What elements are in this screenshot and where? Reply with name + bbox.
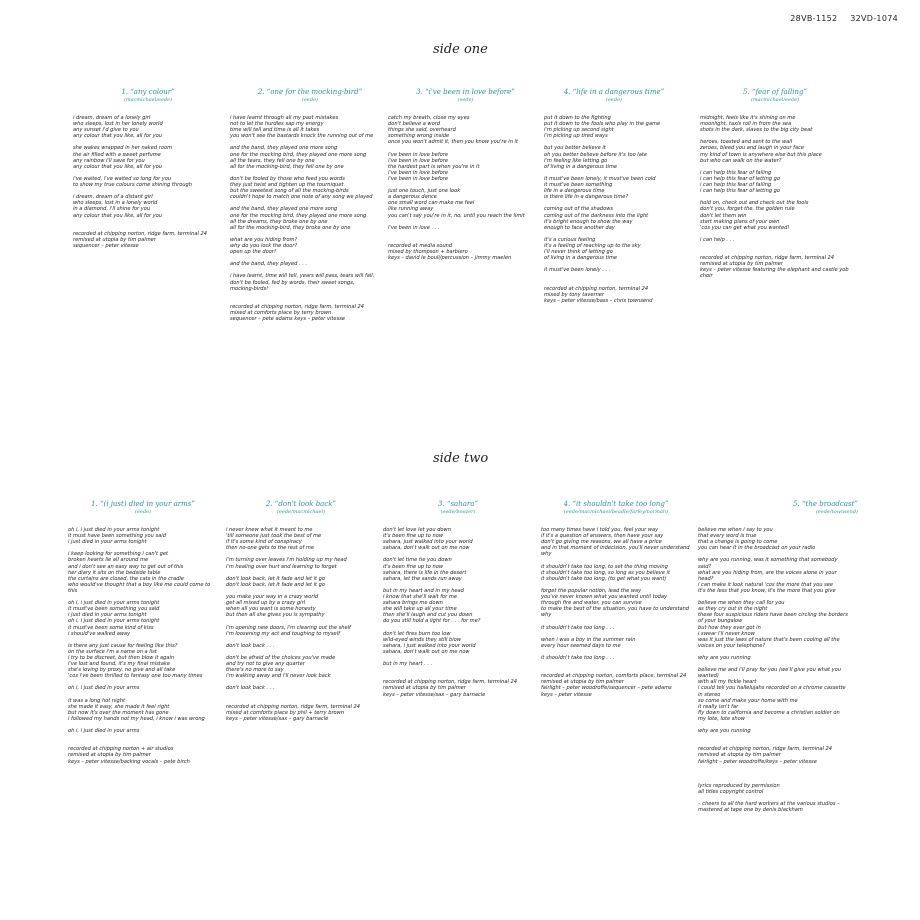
side-two-title: side two bbox=[433, 451, 489, 466]
song-side2-3 bbox=[383, 500, 533, 698]
song-credit: (eede/macmichael) bbox=[276, 509, 326, 515]
catalog-number-1: 28VB-1152 bbox=[790, 14, 838, 23]
side-one-title: side one bbox=[433, 42, 488, 57]
song-title: 1. “(i just) died in your arms” bbox=[91, 500, 195, 508]
song-credit: (macmichael/eede) bbox=[750, 97, 800, 103]
song-lyrics: i dream, dream of a lonely girl who sleeps, lost in her lonely world any sunset i'd give to you any colour that you like, all for you she wakes wrapped in her naked room the air filled with a sweet perfume any rainbow i'll save for you any colour that you like, all for you i've waited, i've waited so long for you to show my true colours come shining through i dream, dream of a distant girl who sleeps, lost in a lonely world in a diamond, i'll shine for you any colour that you like, all for you recorded at chipping norton, ridge farm, terminal 24 remixed at utopia by tim palmer sequencer – peter vitesse bbox=[73, 115, 208, 249]
song-credit: (eede/townsend) bbox=[815, 509, 858, 515]
song-credit: (eede) bbox=[606, 97, 622, 103]
song-side1-2 bbox=[230, 88, 390, 322]
song-lyrics: i have learnt through all my past mistakes not to let the hurdles sap my energy time will tell and time is all it takes you won't see the bastards knock the running out of me and the band, they played one more song one for the mocking bird, they played one more song all the tears, they fell one by one all for the mocking-bird, they fell one by one don't be fooled by those who feed you words they just twist and tighten up the tourniquet but the sweetest song of all the mocking-birds couldn't hope to match one note of any song we played and the band, they played one more song one for the mocking bird, they played one more song all the dreams, they broke one by one all for the mocking-bird, they broke one by one what are you hiding from? why do you lock the door? open up the door! and the band, they played . . . i have learnt, time will tell, years will pass, tears will fall, don't be fooled, fed by words, their sweet songs, mocking-birds! recorded at chipping norton, ridge farm, terminal 24 mixed at comforts place by terry brown sequencer – pete adams keys – peter vitesse bbox=[230, 115, 375, 323]
song-credit: (eede/boozer) bbox=[440, 509, 476, 515]
song-side2-2 bbox=[226, 500, 376, 722]
song-credit: (eede/macmichael/beadle/farley/norman) bbox=[563, 509, 669, 515]
song-credit: (eede) bbox=[135, 509, 151, 515]
song-side1-5 bbox=[700, 88, 850, 280]
song-credit: (eede) bbox=[457, 97, 474, 103]
song-side2-1 bbox=[68, 500, 218, 765]
song-title: 4. “it shouldn't take too long” bbox=[563, 500, 669, 508]
song-lyrics: catch my breath, close my eyes don't believe a word things she said, overheard something wrong inside once you won't admit it, then you know you're in it i've been in love before i've been in love before the hardest part is when you're in it i've been in love before i've been in love before just one touch, just one look a dangerous dance one small word can make me feel like running away you can't say you're in it, no, until you reach the limit i've been in love . . . recorded at media sound mixed by thompson + barbiero keys – david le bouli/percussion – jimmy maelen bbox=[388, 115, 525, 262]
song-side1-3 bbox=[388, 88, 543, 261]
song-side1-1 bbox=[73, 88, 223, 249]
song-side2-5 bbox=[698, 500, 858, 813]
song-lyrics: midnight, feels like it's shining on me moonlight, taxis roll in from the sea shots in the dark, slaves to the big city beat heroes, toasted and sent to the wall zeroes, bleed you and laugh in your face my kind of town is anywhere else but this place but who can walk on the water? i can help this fear of falling i can help this fear of letting go i can help this fear of falling i can help this fear of letting go hold on, check out and check out the fools don't you, forget the, the golden rule don't let them win start making plans of your own 'cos you can get what you wanted! i can help . . . recorded at chipping norton, ridge farm, terminal 24 remixed at utopia by tim palmer keys – peter vitesse featuring the elephant and castle yob choir bbox=[700, 115, 849, 280]
song-credit: (macmichael/eede) bbox=[123, 97, 173, 103]
song-title: 3. “sahara” bbox=[437, 500, 479, 508]
song-lyrics: too many times have i told you, feel your way if it's a question of answers, then have your say don't go giving me reasons, we all have a price and in that moment of indecision, you'll never understand why it shouldn't take too long, to set the thing moving it shouldn't take too long, so long as you believe it it shouldn't take too long, (to get what you want) forget the popular notion, lead the way you've never known what you wanted until today through fire and water, you can survive to make the best of the situation, you have to understand why it shouldn't take too long . . . when i was a boy in the summer rain every hour seemed days to me it shouldn't take too long . . . recorded at chipping norton, comforts place, terminal 24 remixed at utopia by tim palmer fairlight – peter woodroffe/sequencer – pete adams keys – peter vitesse bbox=[541, 527, 690, 698]
song-title: 2. “one for the mocking-bird” bbox=[257, 88, 363, 96]
song-title: 5. “the broadcast” bbox=[793, 500, 858, 508]
song-title: 1. “any colour” bbox=[121, 88, 175, 96]
song-credit: (eede) bbox=[302, 97, 318, 103]
song-lyrics: don't let love let you down it's been fine up to now sahara, just walked into your world sahara, don't walk out on me now don't let time tie you down it's been fine up to now sahara, there is life in the desert sahara, let the sands run away but in my heart and in my head i know that she'll wait for me sahara brings me down she will take up all your time then she'll laugh and cut you down do you still hold a light for . . . for me? don't let fires burn too low wild-eyed winds they still blow sahara, i just walked into your world sahara, don't walk out on me now but in my heart . . . recorded at chipping norton, ridge farm, terminal 24 remixed at utopia by tim palmer keys – peter vitesse/sax – gary barnacle bbox=[383, 527, 518, 698]
song-title: 3. “i've been in love before” bbox=[416, 88, 515, 96]
song-title: 4. “life in a dangerous time” bbox=[563, 88, 665, 96]
song-side1-4 bbox=[544, 88, 684, 304]
song-title: 5. “fear of falling” bbox=[742, 88, 808, 96]
catalog-number-2: 32VD-1074 bbox=[850, 14, 898, 23]
song-lyrics: oh i, i just died in your arms tonight it must have been something you said i just died in your arms tonight i keep looking for something i can't get broken hearts lie all around me and i don't see an easy way to get out of this her diary it sits on the bedside table the curtains are closed, the cats in the cradle who would've thought that a boy like me could come to this oh i, i just died in your arms tonight it must've been something you said i just died in your arms tonight oh i, i just died in your arms tonight it must've been some kind of kiss i should've walked away is there any just cause for feeling like this? on the surface i'm a name on a list i try to be discreet, but then blow it again i've lost and found, it's my final mistake she's loving by proxy, no give and all take 'cos i've been thrilled to fantasy one too many times oh i, i just died in your arms it was a long hot night she made it easy, she made it feel right but now it's over the moment has gone i followed my hands not my head, i know i was wrong oh i, i just died in your arms recorded at chipping norton + air studios remixed at utopia by tim palmer keys – peter vitesse/backing vocals – pete birch bbox=[68, 527, 211, 765]
song-lyrics: put it down to the fighting put it down to the fools who play in the game i'm picking up second sight i'm picking up tired ways but you better believe it oh you better believe before it's too late i'm feeling like letting go of living in a dangerous time it must've been lonely, it must've been cold it must've been something life in a dangerous time is there life in a dangerous time? coming out of the shadows coming out of the darkness into the light it's bright enough to show the way enough to face another day it's a curious feeling it's a feeling of reaching up to the sky i'll never think of letting go of living in a dangerous time it must've been lonely . . . recorded at chipping norton, terminal 24 mixed by tony taverner keys – peter vitesse/bass – chris townsend bbox=[544, 115, 661, 304]
song-lyrics: i never knew what it meant to me 'till someone just took the best of me if it's some kind of conspiracy then no-one gets to the rest of me i'm turning over leaves i'm holding up my head i'm healing over hurt and learning to forget don't look back, let it fade and let it go don't look back, let it fade and let it go you make your way in a crazy world get all mixed up by a crazy girl when all you want is some honesty but then all she gives you is sympathy i'm opening new doors, i'm clearing out the shelf i'm loosening my act and toughing to myself don't look back . . . don't be afraid of the choices you've made and try not to give any quarter there's no more to say i'm walking away and i'll never look back don't look back . . . recorded at chipping norton, ridge farm, terminal 24 mixed at comforts place by phil + terry brown keys – peter vitesse/sax – gary barnacle bbox=[226, 527, 361, 722]
song-lyrics: believe me when i say to you that every word is true that a change is going to come you can hear it in the broadcast on your radio why are you running, was it something that somebody said? what are you hiding from, are the voices alone in your head? i can make it look natural 'cos the more that you see it's the less that you know, it's the more that you give believe me when they call for you as they cry out in the night these four suspicious riders have been circling the borders of your bungalow but how they ever got in i swear i'll never know was it just the laws of nature that's been cooling all the voices on your telephone? why are you running believe me and i'll pray for you (we'll give you what you wanted) with all my fickle heart i could tell you hallelujahs recorded on a chrome cassette in stereo so come and make your home with me it really isn't far fly down to california and become a christian soldier on my lote, lote show why are you running recorded at chipping norton, ridge farm, terminal 24 remixed at utopia by tim palmer fairlight – peter woodroffe/keys – peter vitesse lyrics reproduced by permission all titles copyright control – cheers to all the hard workers at the various studios – mastered at tape one by denis blackham bbox=[698, 527, 848, 814]
catalog-numbers bbox=[780, 14, 898, 23]
song-side2-4 bbox=[541, 500, 691, 698]
song-title: 2. “don't look back” bbox=[265, 500, 337, 508]
